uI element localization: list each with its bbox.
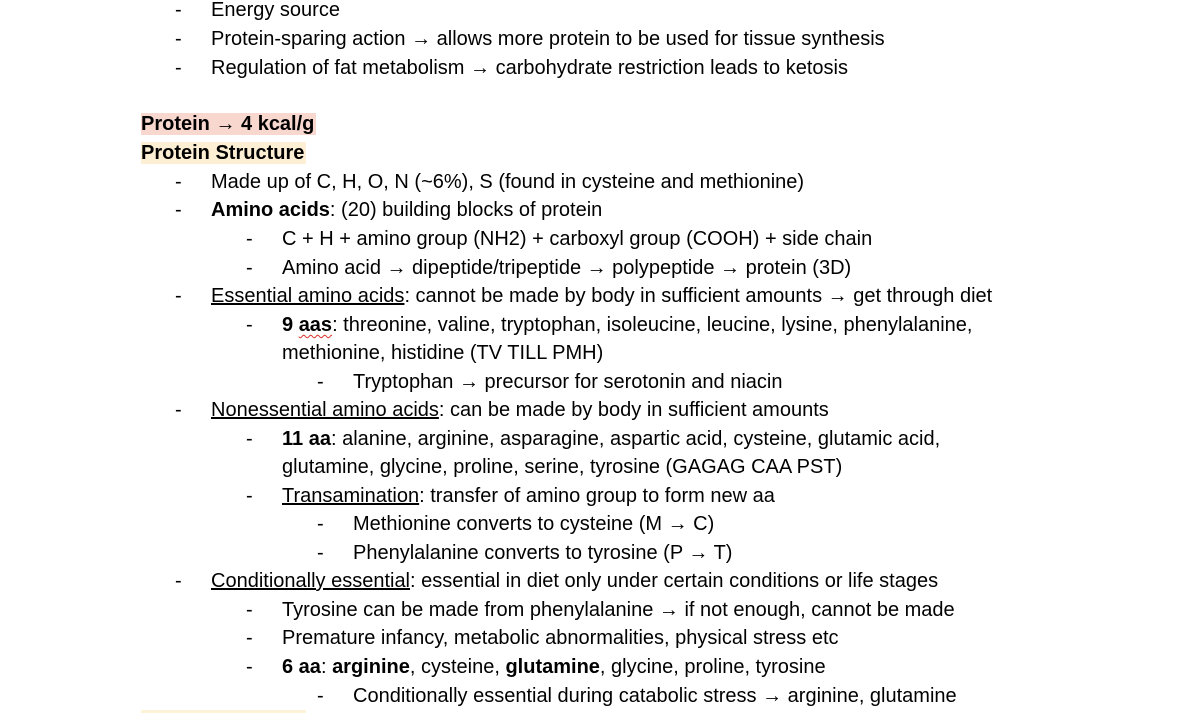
bullet-dash: - — [175, 0, 182, 21]
transamination-term: Transamination — [282, 485, 420, 507]
bullet-text: methionine, histidine (TV TILL PMH) — [282, 342, 604, 364]
bullet-text: Protein-sparing action → allows more protein to be used for tissue synthesis — [211, 28, 885, 50]
bullet-text: Premature infancy, metabolic abnormalities, physical stress etc — [282, 627, 839, 649]
protein-heading-text: Protein → 4 kcal/g — [141, 113, 315, 135]
amino-acids-term: Amino acids — [211, 199, 330, 221]
nonessential-definition: : can be made by body in sufficient amounts — [438, 399, 829, 421]
bullet-dash: - — [175, 285, 182, 307]
protein-structure-heading-text: Protein Structure — [141, 142, 305, 164]
bullet-text: Phenylalanine converts to tyrosine (P → T) — [353, 542, 733, 564]
bullet-text: Tyrosine can be made from phenylalanine → if not enough, cannot be made — [282, 599, 955, 621]
bullet-dash: - — [246, 257, 253, 279]
bullet-dash: - — [175, 57, 182, 79]
bullet-text: Conditionally essential during catabolic stress → arginine, glutamine — [353, 685, 957, 707]
bullet-dash: - — [246, 627, 253, 649]
bullet-text: Tryptophan → precursor for serotonin and niacin — [353, 371, 783, 393]
amino-acids-definition: : (20) building blocks of protein — [329, 199, 603, 221]
amino-acids-line — [211, 196, 602, 225]
bullet-dash: - — [246, 656, 253, 678]
bullet-text: Regulation of fat metabolism → carbohydrate restriction leads to ketosis — [211, 57, 848, 79]
bullet-dash: - — [246, 485, 253, 507]
bullet-dash: - — [317, 371, 324, 393]
bullet-dash: - — [317, 542, 324, 564]
bullet-text: Energy source — [211, 0, 340, 21]
essential-list-line — [282, 311, 972, 340]
essential-list-text: : threonine, valine, tryptophan, isoleucine, leucine, lysine, phenylalanine, — [332, 314, 973, 336]
bullet-dash: - — [175, 570, 182, 592]
essential-count: 9 aas — [282, 314, 333, 336]
conditional-line — [211, 567, 938, 596]
bullet-dash: - — [175, 28, 182, 50]
conditional-term: Conditionally essential — [211, 570, 411, 592]
transamination-line — [282, 482, 775, 511]
conditional-list-line — [282, 653, 826, 682]
protein-structure-heading — [141, 140, 306, 167]
conditional-count: 6 aa — [282, 656, 321, 678]
nonessential-line — [211, 396, 829, 425]
bullet-dash: - — [175, 399, 182, 421]
conditional-separator: : — [320, 656, 333, 678]
bullet-dash: - — [246, 228, 253, 250]
nonessential-list-text: : alanine, arginine, asparagine, aspartic acid, cysteine, glutamic acid, — [330, 428, 941, 450]
bullet-text: C + H + amino group (NH2) + carboxyl group (COOH) + side chain — [282, 228, 873, 250]
bullet-dash: - — [246, 314, 253, 336]
bullet-dash: - — [317, 685, 324, 707]
bullet-text: Amino acid → dipeptide/tripeptide → polypeptide → protein (3D) — [282, 257, 852, 279]
bullet-text: Methionine converts to cysteine (M → C) — [353, 513, 715, 535]
bullet-dash: - — [175, 199, 182, 221]
bullet-dash: - — [246, 599, 253, 621]
essential-definition: : cannot be made by body in sufficient amounts → get through diet — [404, 285, 993, 307]
conditional-definition: : essential in diet only under certain conditions or life stages — [410, 570, 939, 592]
bullet-dash: - — [246, 428, 253, 450]
essential-line — [211, 282, 992, 311]
nonessential-term: Nonessential amino acids — [211, 399, 439, 421]
essential-term: Essential amino acids — [211, 285, 405, 307]
nonessential-count: 11 aa — [282, 428, 331, 450]
nonessential-list-line — [282, 425, 940, 454]
conditional-mid: , cysteine, — [409, 656, 506, 678]
bullet-dash: - — [175, 171, 182, 193]
composition-text: Made up of C, H, O, N (~6%), S (found in cysteine and methionine) — [211, 171, 805, 193]
conditional-tail: , glycine, proline, tyrosine — [599, 656, 826, 678]
spellcheck-word[interactable]: aas — [298, 314, 333, 336]
conditional-glutamine: glutamine — [505, 656, 600, 678]
bullet-dash: - — [317, 513, 324, 535]
transamination-definition: : transfer of amino group to form new aa — [419, 485, 775, 507]
conditional-arginine: arginine — [332, 656, 410, 678]
bullet-text: glutamine, glycine, proline, serine, tyrosine (GAGAG CAA PST) — [282, 456, 843, 478]
protein-heading — [141, 111, 316, 138]
